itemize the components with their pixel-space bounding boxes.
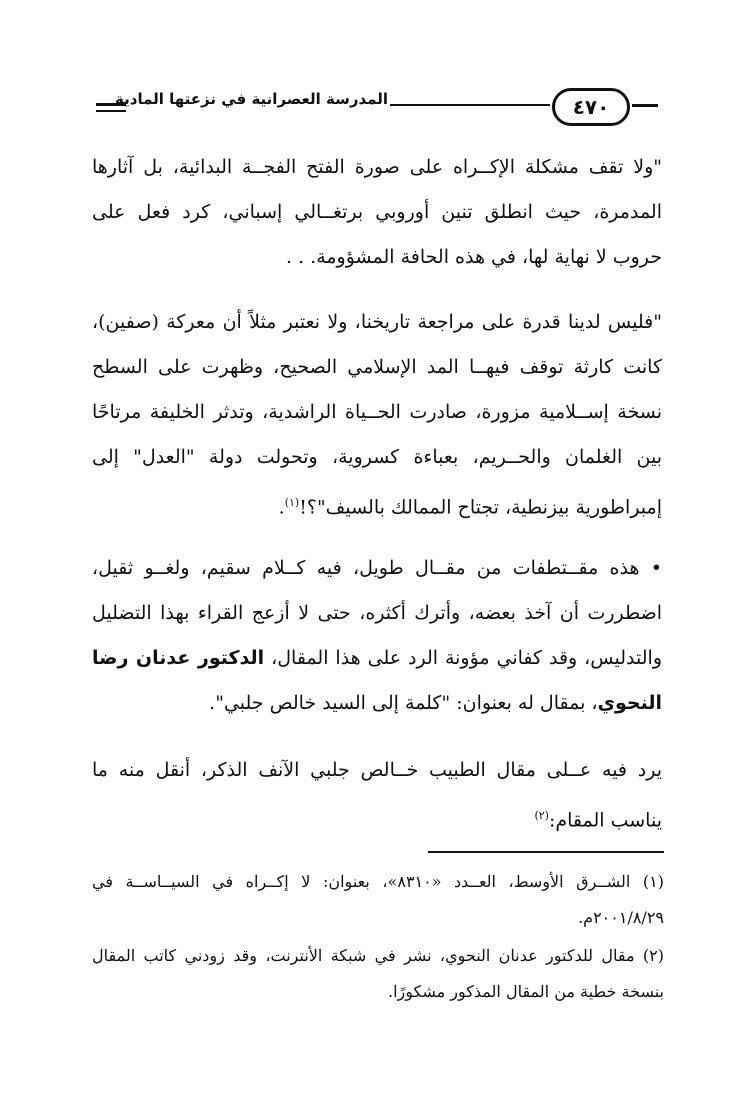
footnote-1: (١) الشــرق الأوسط، العــدد «٨٣١٠»، بعنوان: لا إكــراه في السيــاســة في ٢٠٠١/٨/٢٩م. [92,872,665,927]
header-rule-middle [390,104,550,106]
footnote-2: (٢) مقال للدكتور عدنان النحوي، نشر في شبكة الأنترنت، وقد زودني كاتب المقال بنسخة خطية من المقال المذكور مشكورًا. [92,946,664,1001]
paragraph-quote-2: "فليس لدينا قدرة على مراجعة تاريخنا، ولا نعتبر مثلاً أن معركة (صفين)، كانت كارثة توقف فيهــا المد الإسلامي الصحيح، وظهرت على السطح نسخة إســلامية مزورة، صادرت الحــياة الراشدية، وتدثر الخليفة مرتاحًا بين الغلمان والحــريم، بعباءة كسروية، وتحولت دولة "العدل" إلى إمبراطورية بيزنطية، تجتاح الممالك بالسيف"؟!$^{(١)}$. [92,311,662,519]
footnote-separator [428,851,664,853]
header-rule-left-lower [96,110,126,112]
author-name: الدكتور عدنان رضا النحوي [92,647,662,714]
paragraph-quote-2-text: "فليس لدينا قدرة على مراجعة تاريخنا، ولا نعتبر مثلاً أن معركة (صفين)، كانت كارثة توقف فيهــا المد الإسلامي الصحيح، وظهرت على السطح نسخة إســلامية مزورة، صادرت الحــياة الراشدية، وتدثر الخليفة مرتاحًا بين الغلمان والحــريم، بعباءة كسروية، وتحولت دولة "العدل" إلى إمبراطورية بيزنطية، تجتاح الممالك بالسيف"؟! [92,311,662,519]
paragraph-intro-quote [92,748,662,843]
running-header-title: المدرسة العصرانية في نزعتها المادية [115,90,388,108]
page-number: ٤٧٠ [552,88,630,126]
paragraph-commentary [92,546,662,726]
paragraph-commentary-text: • هذه مقــتطفات من مقــال طويل، فيه كــلام سقيم، ولغــو ثقيل، اضطررت أن آخذ بعضه، وأترك أكثره، حتى لا أزعج القراء بهذا التضليل والتدليس، وقد كفاني مؤونة الرد على هذا المقال، [92,557,662,669]
footnote-ref-2: (٢) [534,809,549,822]
paragraph-commentary-tail: ، بمقال له بعنوان: "كلمة إلى السيد خالص جلبي". [209,692,598,714]
paragraph-quote-1: "ولا تقف مشكلة الإكــراه على صورة الفتح الفجــة البدائية، بل آثارها المدمرة، حيث انطلق تنين أوروبي برتغــالي إسباني، كرد فعل على حروب لا نهاية لها، في هذه الحافة المشؤومة. . . [92,156,662,268]
header-rule-right [632,104,658,107]
footnote-ref-1: (١) [284,496,300,509]
paragraph-intro-text: يرد فيه عــلى مقال الطبيب خــالص جلبي الآنف الذكر، أنقل منه ما يناسب المقام: [92,759,662,832]
